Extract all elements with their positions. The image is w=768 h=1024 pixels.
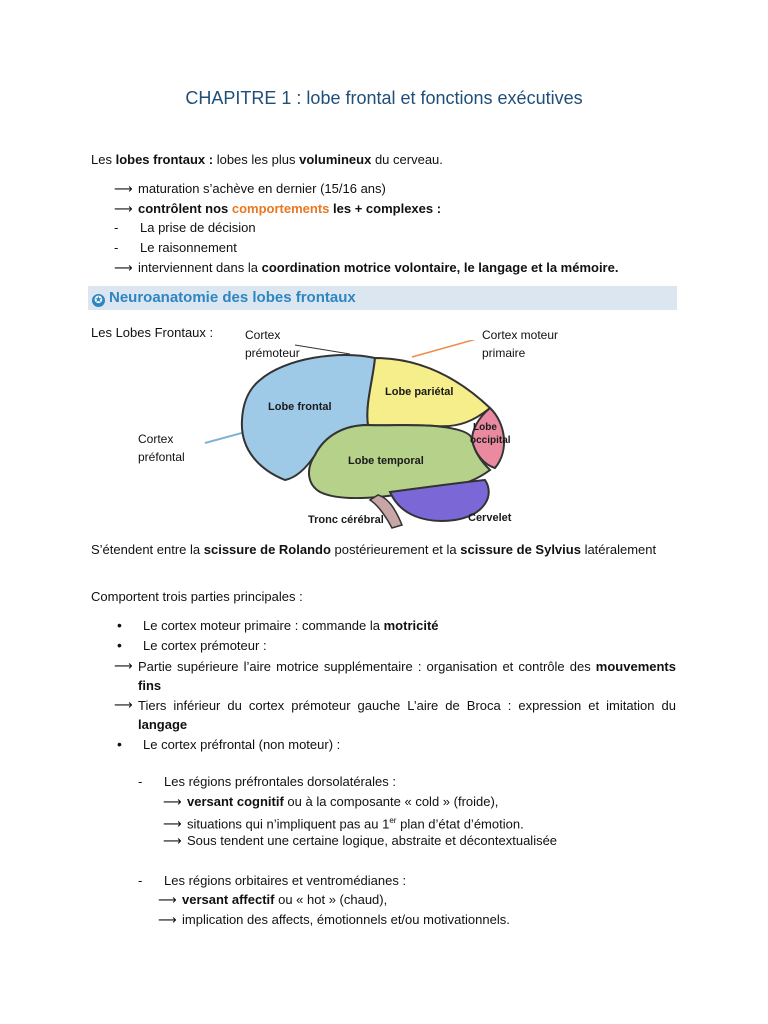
arrow-icon: ⟶ — [114, 260, 133, 275]
list-item: - Le raisonnement — [114, 240, 237, 255]
bullet-item: • Le cortex prémoteur : — [117, 637, 267, 653]
label-cortex-premoteur: Cortex prémoteur — [245, 328, 300, 360]
pointer-line — [295, 345, 350, 354]
lobe-frontal-label: Lobe frontal — [268, 401, 332, 413]
page-title: CHAPITRE 1 : lobe frontal et fonctions exécutives — [185, 88, 583, 108]
arrow-icon: ⟶ — [114, 181, 133, 196]
paragraph-parties: Comportent trois parties principales : — [91, 589, 303, 604]
bullet-item: • Le cortex préfrontal (non moteur) : — [117, 736, 341, 752]
arrow-icon: ⟶ — [114, 201, 133, 216]
arrow-icon: ⟶ — [158, 892, 177, 907]
list-item: ⟶ implication des affects, émotionnels et/ou motivationnels. — [158, 912, 510, 927]
list-item: ⟶ contrôlent nos comportements les + complexes : — [114, 201, 442, 216]
label-cortex-moteur: Cortex moteur primaire — [482, 328, 559, 360]
lobe-temporal-label: Lobe temporal — [348, 455, 424, 467]
list-item: ⟶ situations qui n’impliquent pas au 1er plan d’état d’émotion. — [163, 816, 524, 832]
sub-heading: - Les régions préfrontales dorsolatérales : — [138, 774, 396, 789]
figure-lead: Les Lobes Frontaux : — [91, 325, 214, 340]
bullet-icon: • — [117, 637, 122, 653]
arrow-marker — [114, 696, 138, 713]
list-item: ⟶ versant cognitif ou à la composante « cold » (froide), — [163, 794, 499, 809]
arrow-item: Partie supérieure l’aire motrice supplémentaire : organisation et contrôle des mouvements fins — [138, 659, 676, 693]
bullet-icon: • — [117, 617, 122, 633]
cervelet-label: Cervelet — [468, 512, 512, 524]
lobe-occipital-label-2: occipital — [470, 435, 511, 446]
brain-illustration — [190, 340, 550, 535]
list-item: ⟶ interviennent dans la coordination motrice volontaire, le langage et la mémoire. — [114, 260, 619, 275]
lobe-parietal-label: Lobe pariétal — [385, 386, 454, 398]
arrow-icon: ⟶ — [114, 697, 133, 712]
arrow-icon: ⟶ — [114, 658, 133, 673]
list-item: ⟶ maturation s’achève en dernier (15/16 ans) — [114, 181, 386, 196]
tronc-label: Tronc cérébral — [308, 514, 384, 526]
star-icon: ✪ — [92, 294, 105, 307]
arrow-icon: ⟶ — [163, 794, 182, 809]
label-cortex-prefrontal: Cortex préfontal — [138, 432, 185, 464]
intro-line: Les lobes frontaux : lobes les plus volumineux du cerveau. — [91, 152, 443, 167]
arrow-icon: ⟶ — [163, 816, 182, 832]
list-item: ⟶ Sous tendent une certaine logique, abstraite et décontextualisée — [163, 833, 558, 848]
list-item: ⟶ versant affectif ou « hot » (chaud), — [158, 892, 388, 907]
lobe-occipital-label: Lobe — [473, 422, 497, 433]
arrow-marker — [114, 657, 138, 674]
sub-heading: - Les régions orbitaires et ventromédianes : — [138, 873, 407, 888]
bullet-item: • Le cortex moteur primaire : commande la motricité — [117, 617, 439, 633]
list-item: - La prise de décision — [114, 220, 256, 235]
arrow-icon: ⟶ — [158, 912, 177, 927]
section-heading: ✪ Neuroanatomie des lobes frontaux — [88, 286, 677, 310]
pointer-line — [412, 340, 480, 357]
bullet-icon: • — [117, 736, 122, 752]
paragraph-scissures: S’étendent entre la scissure de Rolando postérieurement et la scissure de Sylvius latéralement — [91, 542, 657, 557]
arrow-icon: ⟶ — [163, 833, 182, 848]
arrow-item: Tiers inférieur du cortex prémoteur gauche L’aire de Broca : expression et imitation du langage — [138, 698, 676, 732]
